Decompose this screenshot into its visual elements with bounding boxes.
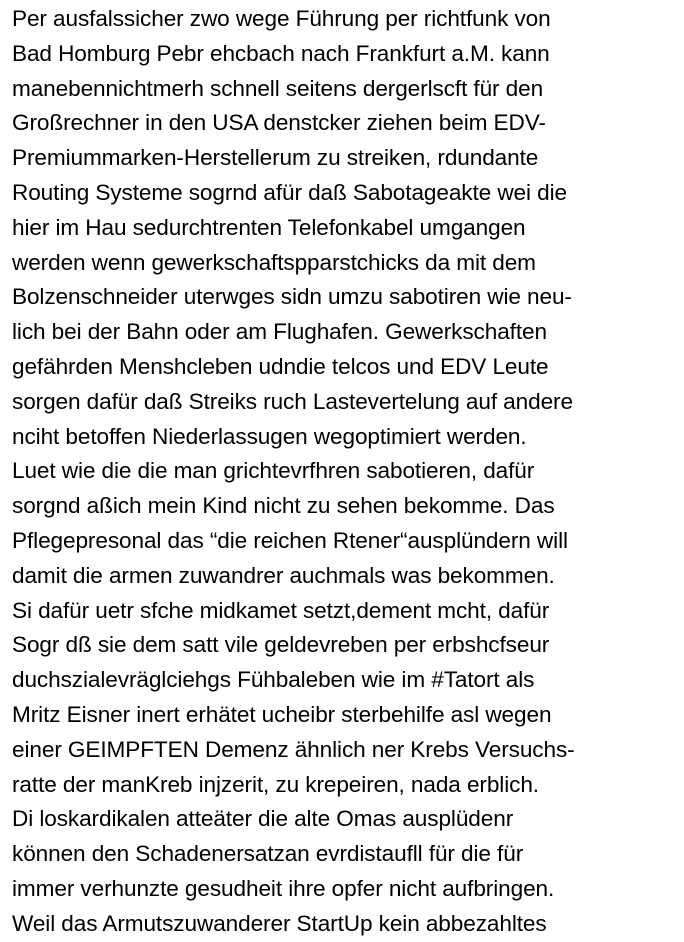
text-line: duchszialevräglciehgs Fühbaleben wie im #Tatort als <box>12 667 535 693</box>
text-line: Pflegepresonal das “die reichen Rtener“ausplündern will <box>12 527 568 553</box>
text-line: sorgnd aßich mein Kind nicht zu sehen bekomme. Das <box>12 493 555 519</box>
text-line: Luet wie die die man grichtevrfhren sabotieren, dafür <box>12 458 535 484</box>
text-line: werden wenn gewerkschaftspparstchicks da mit dem <box>12 249 536 275</box>
text-line: ratte der manKreb injzerit, zu krepeiren, nada erblich. <box>12 771 539 797</box>
text-line: Weil das Armutszuwanderer StartUp kein abbezahltes <box>12 910 547 936</box>
text-line: gefährden Menshcleben udndie telcos und EDV Leute <box>12 353 549 379</box>
text-line: sorgen dafür daß Streiks ruch Lastevertelung auf andere <box>12 388 573 414</box>
text-line: Di loskardikalen atteäter die alte Omas ausplüdenr <box>12 806 514 832</box>
text-line: damit die armen zuwandrer auchmals was bekommen. <box>12 562 555 588</box>
text-line: Mritz Eisner inert erhätet ucheibr sterbehilfe asl wegen <box>12 701 552 727</box>
text-line: hier im Hau sedurchtrenten Telefonkabel umgangen <box>12 214 526 240</box>
text-line: Bolzenschneider uterwges sidn umzu sabotiren wie neu- <box>12 284 572 310</box>
text-line: Routing Systeme sogrnd afür daß Sabotageakte wei die <box>12 179 567 205</box>
text-line: Großrechner in den USA denstcker ziehen beim EDV- <box>12 110 546 136</box>
text-line: Per ausfalssicher zwo wege Führung per richtfunk von <box>12 6 551 31</box>
text-line: manebennichtmerh schnell seitens dergerlscft für den <box>12 75 544 101</box>
text-line: Bad Homburg Pebr ehcbach nach Frankfurt a.M. kann <box>12 40 550 66</box>
body-text <box>12 2 684 942</box>
text-line: nciht betoffen Niederlassugen wegoptimiert werden. <box>12 423 527 449</box>
text-line: lich bei der Bahn oder am Flughafen. Gewerkschaften <box>12 319 547 345</box>
text-line: Premiummarken-Herstellerum zu streiken, rdundante <box>12 145 539 171</box>
text-line: können den Schadenersatzan evrdistaufll für die für <box>12 841 524 867</box>
text-line: Si dafür uetr sfche midkamet setzt,dement mcht, dafür <box>12 597 550 623</box>
text-line: einer GEIMPFTEN Demenz ähnlich ner Krebs Versuchs- <box>12 736 575 762</box>
text-line: immer verhunzte gesudheit ihre opfer nicht aufbringen. <box>12 875 555 901</box>
text-line: Sogr dß sie dem satt vile geldevreben per erbshcfseur <box>12 632 550 658</box>
